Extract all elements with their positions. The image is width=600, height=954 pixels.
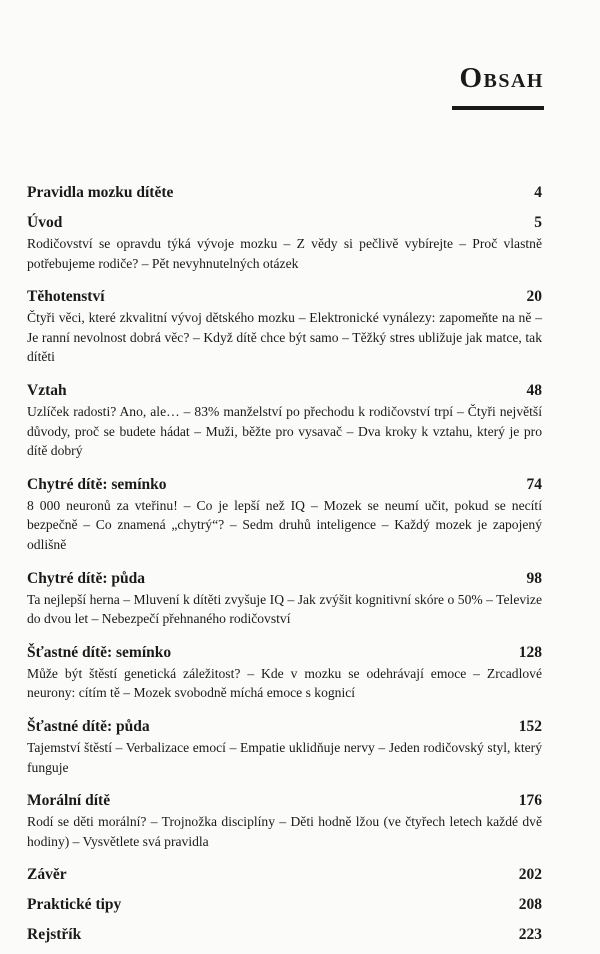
chapter-description: Uzlíček radosti? Ano, ale… – 83% manželství po přechodu k rodičovství trpí – Čtyři největší důvody, proč se budete hádat – Muži, běžte pro vysavač – Dva kroky k vztahu, který je pro dítě dobrý	[27, 403, 542, 459]
toc-entry-heading-row	[27, 924, 542, 946]
page-number: 128	[518, 643, 542, 661]
toc-entry	[27, 894, 542, 916]
toc-entry	[27, 790, 542, 851]
toc-entry	[27, 568, 542, 629]
toc-entry-heading-row	[27, 182, 542, 204]
chapter-description: 8 000 neuronů za vteřinu! – Co je lepší než IQ – Mozek se neumí učit, pokud se necítí bezpečně – Co znamená „chytrý“? – Sedm druhů inteligence – Každý mozek je zapojený odlišně	[27, 497, 542, 552]
chapter-title: Chytré dítě: semínko	[27, 475, 167, 493]
toc-entry	[27, 182, 542, 204]
page-number: 176	[518, 792, 542, 810]
toc-entry	[27, 474, 542, 555]
toc-entry-heading-row	[27, 790, 542, 812]
chapter-title: Šťastné dítě: půda	[27, 717, 150, 735]
chapter-title: Morální dítě	[27, 792, 111, 810]
chapter-description: Ta nejlepší herna – Mluvení k dítěti zvyšuje IQ – Jak zvýšit kognitivní skóre o 50% – Televize do dvou let – Nebezpečí přehnaného rodičovství	[27, 591, 542, 627]
chapter-description: Čtyři věci, které zkvalitní vývoj dětského mozku – Elektronické vynálezy: zapomeňte na ně – Je ranní nevolnost dobrá věc? – Když dítě chce být samo – Těžký stres ubližuje jak matce, tak dítěti	[27, 310, 542, 365]
title-block	[452, 60, 544, 110]
toc-entry-heading-row	[27, 642, 542, 664]
title-underline	[452, 106, 544, 110]
chapter-description: Může být štěstí genetická záležitost? – Kde v mozku se odehrávají emoce – Zrcadlové neurony: cítím tě – Mozek svobodně míchá emoce s kognicí	[27, 665, 542, 701]
chapter-title: Rejstřík	[27, 926, 82, 944]
toc-entry	[27, 642, 542, 703]
page-number: 74	[526, 475, 542, 493]
page-number: 98	[526, 569, 542, 587]
page-title: Obsah	[459, 62, 544, 94]
toc-entry	[27, 286, 542, 367]
toc-entry	[27, 864, 542, 886]
page-number: 208	[518, 896, 542, 914]
toc-entry-heading-row	[27, 568, 542, 590]
table-of-contents	[27, 182, 542, 954]
toc-entry-heading-row	[27, 474, 542, 496]
chapter-description: Tajemství štěstí – Verbalizace emocí – Empatie uklidňuje nervy – Jeden rodičovský styl, který funguje	[27, 739, 542, 775]
toc-entry	[27, 380, 542, 461]
toc-entry-heading-row	[27, 380, 542, 402]
page-number: 48	[526, 381, 542, 399]
toc-entry	[27, 716, 542, 777]
toc-entry-heading-row	[27, 286, 542, 308]
page-number: 5	[534, 214, 542, 231]
chapter-title: Závěr	[27, 866, 67, 884]
chapter-description: Rodičovství se opravdu týká vývoje mozku – Z vědy si pečlivě vybírejte – Proč vlastně potřebujeme rodiče? – Pět nevyhnutelných otázek	[27, 236, 542, 271]
page-number: 20	[526, 288, 542, 306]
toc-entry-heading-row	[27, 212, 542, 234]
chapter-title: Úvod	[27, 214, 63, 231]
chapter-title: Těhotenství	[27, 288, 105, 306]
chapter-title: Pravidla mozku dítěte	[27, 184, 174, 201]
chapter-description: Rodí se děti morální? – Trojnožka disciplíny – Děti hodně lžou (ve čtyřech letech každé dvě hodiny) – Vysvětlete svá pravidla	[27, 814, 542, 849]
page-number: 202	[518, 866, 542, 884]
page-number: 152	[518, 717, 542, 735]
toc-entry-heading-row	[27, 716, 542, 738]
toc-entry-heading-row	[27, 864, 542, 886]
chapter-title: Vztah	[27, 381, 67, 399]
toc-entry	[27, 924, 542, 946]
page-number: 223	[518, 926, 542, 944]
chapter-title: Chytré dítě: půda	[27, 569, 145, 587]
toc-entry	[27, 212, 542, 273]
chapter-title: Praktické tipy	[27, 896, 122, 914]
chapter-title: Šťastné dítě: semínko	[27, 643, 172, 661]
page-number: 4	[534, 184, 542, 201]
toc-entry-heading-row	[27, 894, 542, 916]
